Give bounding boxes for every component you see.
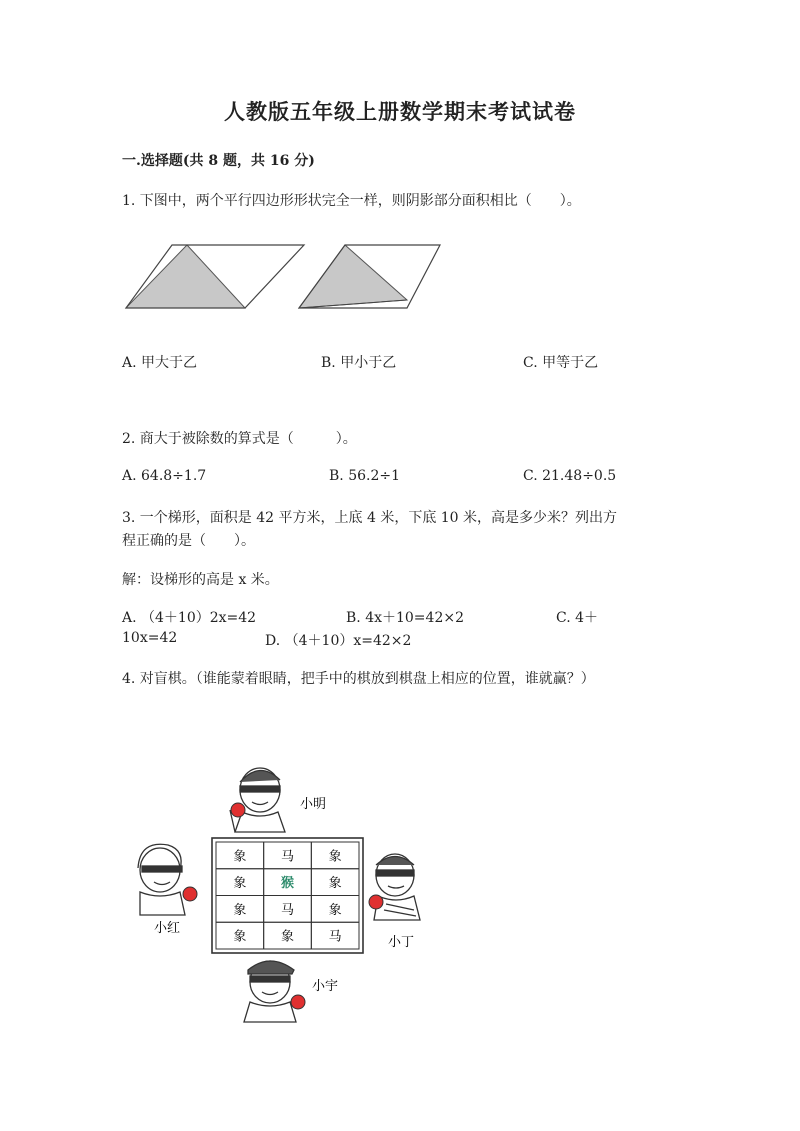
chessboard-grid (216, 842, 359, 949)
q2-option-b[interactable]: B. 56.2÷1 (329, 468, 400, 484)
page-title: 人教版五年级上册数学期末考试试卷 (224, 99, 576, 124)
kid-right-figure (374, 854, 420, 920)
parallelogram-figures (120, 240, 450, 315)
chess-piece-red-left (183, 887, 197, 901)
section-heading: 一.选择题(共 8 题，共 16 分) (122, 153, 315, 169)
question-3-stem-line1: 3. 一个梯形，面积是 42 平方米，上底 4 米，下底 10 米，高是多少米？列出方 (122, 510, 618, 526)
q3-option-a[interactable]: A. （4＋10）2x=42 (122, 610, 257, 626)
board-cell-label: 象 (233, 849, 247, 865)
parallelogram-left-shaded-triangle (126, 245, 245, 308)
name-label-left: 小红 (154, 921, 181, 936)
q2-option-c[interactable]: C. 21.48÷0.5 (523, 468, 617, 484)
name-label-right: 小丁 (388, 935, 415, 950)
chess-piece-red-bottom (291, 995, 305, 1009)
question-4-stem: 4. 对盲棋。（谁能蒙着眼睛，把手中的棋放到棋盘上相应的位置，谁就赢？） (122, 671, 595, 687)
q3-option-c[interactable]: C. 4＋ (556, 610, 599, 626)
question-1-stem: 1. 下图中，两个平行四边形形状完全一样，则阴影部分面积相比（ ）。 (122, 193, 581, 209)
question-2-stem: 2. 商大于被除数的算式是（ ）。 (122, 431, 357, 447)
parallelogram-right-shaded-triangle (299, 245, 407, 308)
board-cell-label: 马 (328, 929, 342, 945)
question-3-solution: 解：设梯形的高是 x 米。 (122, 572, 279, 588)
board-cell-label: 象 (328, 876, 342, 892)
q3-option-b[interactable]: B. 4x＋10=42×2 (346, 610, 464, 626)
q1-option-c[interactable]: C. 甲等于乙 (523, 355, 599, 371)
board-cell-label: 象 (328, 849, 342, 865)
board-cell-label: 马 (280, 849, 295, 865)
q1-option-b[interactable]: B. 甲小于乙 (321, 355, 397, 371)
board-cell-label: 象 (280, 929, 295, 945)
q2-option-a[interactable]: A. 64.8÷1.7 (122, 468, 207, 484)
kid-bottom-figure (244, 961, 296, 1022)
board-cell-label: 象 (233, 929, 247, 945)
name-label-top: 小明 (300, 797, 327, 812)
q3-option-d[interactable]: D. （4＋10）x=42×2 (265, 633, 412, 649)
question-3-stem-line2: 程正确的是（ ）。 (122, 533, 255, 549)
q3-option-c-continued: 10x=42 (122, 630, 178, 646)
board-cell-label: 象 (328, 902, 342, 918)
chess-piece-red-top (231, 803, 245, 817)
chess-piece-red-right (369, 895, 383, 909)
kid-top-figure (230, 768, 285, 832)
kid-left-figure (138, 844, 185, 915)
q1-option-a[interactable]: A. 甲大于乙 (122, 355, 198, 371)
board-cell-label: 马 (280, 902, 295, 918)
name-label-bottom: 小宇 (312, 979, 339, 994)
blind-chess-illustration (130, 760, 450, 1030)
board-cell-label: 猴 (280, 876, 295, 892)
board-cell-label: 象 (233, 876, 247, 892)
board-cell-label: 象 (233, 902, 247, 918)
